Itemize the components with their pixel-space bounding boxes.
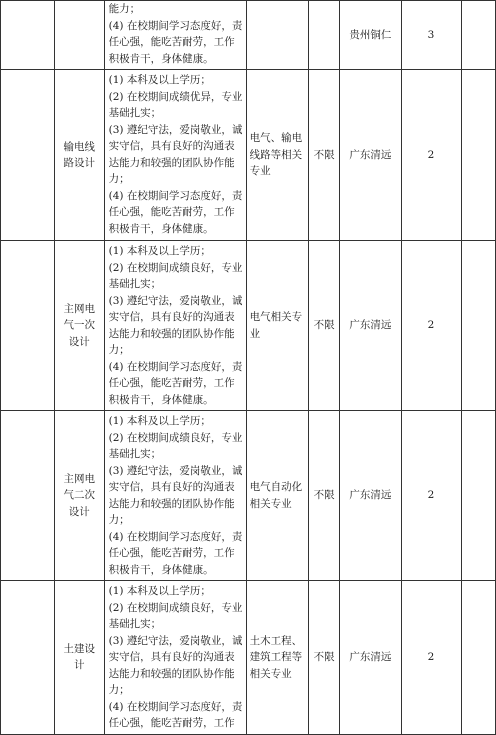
blank-cell xyxy=(461,70,496,241)
blank-cell xyxy=(1,70,55,241)
requirement-line: 达能力和较强的团队协作能 xyxy=(108,156,235,169)
requirement-line: (1) 本科及以上学历； xyxy=(108,415,211,427)
requirement-line: (4) 在校期间学习态度好，责 xyxy=(108,700,243,713)
count-cell: 2 xyxy=(401,241,461,411)
requirement-line: 基础扎实； xyxy=(108,448,162,460)
major-cell: 电气、输电线路等相关专业 xyxy=(246,70,308,241)
count-cell: 3 xyxy=(401,1,461,70)
requirement-line: 实守信，具有良好的沟通表 xyxy=(108,311,235,323)
education-limit-cell: 不限 xyxy=(308,241,339,411)
requirement-line: (1) 本科及以上学历； xyxy=(108,585,211,597)
requirement-line: 任心强，能吃苦耐劳，工作 xyxy=(108,377,235,389)
requirement-line: (3) 遵纪守法，爱岗敬业，诚 xyxy=(108,294,243,307)
requirement-line: (4) 在校期间学习态度好，责 xyxy=(108,530,243,543)
location-cell: 广东清远 xyxy=(340,411,401,581)
requirement-line: 积极肯干，身体健康。 xyxy=(108,393,214,406)
requirement-line: 任心强，能吃苦耐劳，工作 xyxy=(108,717,235,729)
requirement-line: 任心强，能吃苦耐劳，工作 xyxy=(108,206,235,218)
requirement-line: (2) 在校期间成绩优异，专业 xyxy=(108,90,243,103)
table-row xyxy=(1,581,496,735)
requirement-line: 基础扎实； xyxy=(108,278,162,290)
blank-cell xyxy=(461,581,496,735)
requirement-line: 实守信，具有良好的沟通表 xyxy=(108,481,235,493)
requirement-line: 任心强，能吃苦耐劳，工作 xyxy=(108,36,235,48)
major-cell: 电气相关专业 xyxy=(246,241,308,411)
blank-cell xyxy=(461,411,496,581)
requirement-line: (4) 在校期间学习态度好，责 xyxy=(108,189,243,202)
requirements-cell xyxy=(104,411,246,581)
position-cell: 主网电气二次设计 xyxy=(54,411,104,581)
education-limit-cell xyxy=(308,1,339,70)
requirement-line: 达能力和较强的团队协作能 xyxy=(108,497,235,510)
location-cell: 广东清远 xyxy=(340,581,401,735)
table-row xyxy=(1,411,496,581)
location-cell: 广东清远 xyxy=(340,241,401,411)
location-cell: 贵州铜仁 xyxy=(340,1,401,70)
requirement-line: 能力； xyxy=(108,3,141,15)
blank-cell xyxy=(1,411,55,581)
major-cell: 土木工程、建筑工程等相关专业 xyxy=(246,581,308,735)
requirement-line: 达能力和较强的团队协作能 xyxy=(108,667,235,680)
requirement-line: 达能力和较强的团队协作能 xyxy=(108,327,235,340)
requirement-line: 积极肯干，身体健康。 xyxy=(108,52,214,65)
requirement-line: 基础扎实； xyxy=(108,618,162,630)
requirement-line: (4) 在校期间学习态度好，责 xyxy=(108,19,243,32)
requirement-line: (3) 遵纪守法，爱岗敬业，诚 xyxy=(108,634,243,647)
education-limit-cell: 不限 xyxy=(308,70,339,241)
major-cell: 电气自动化相关专业 xyxy=(246,411,308,581)
position-cell xyxy=(54,1,104,70)
blank-cell xyxy=(1,1,55,70)
requirements-cell xyxy=(104,241,246,411)
blank-cell xyxy=(1,581,55,735)
requirement-line: 实守信，具有良好的沟通表 xyxy=(108,651,235,663)
major-cell xyxy=(246,1,308,70)
requirement-line: (1) 本科及以上学历； xyxy=(108,245,211,257)
requirement-line: 力； xyxy=(108,173,130,185)
requirement-line: 基础扎实； xyxy=(108,107,162,119)
requirement-line: 力； xyxy=(108,344,130,356)
requirement-line: 力； xyxy=(108,514,130,526)
requirement-line: (2) 在校期间成绩良好，专业 xyxy=(108,261,243,274)
position-cell: 输电线路设计 xyxy=(54,70,104,241)
count-cell: 2 xyxy=(401,581,461,735)
requirement-line: 积极肯干，身体健康。 xyxy=(108,222,214,235)
education-limit-cell: 不限 xyxy=(308,581,339,735)
table-row xyxy=(1,70,496,241)
education-limit-cell: 不限 xyxy=(308,411,339,581)
count-cell: 2 xyxy=(401,70,461,241)
requirement-line: (3) 遵纪守法，爱岗敬业，诚 xyxy=(108,464,243,477)
requirement-line: (2) 在校期间成绩良好，专业 xyxy=(108,601,243,614)
requirement-line: 任心强，能吃苦耐劳，工作 xyxy=(108,547,235,559)
requirement-line: 积极肯干，身体健康。 xyxy=(108,563,214,576)
requirement-line: 实守信，具有良好的沟通表 xyxy=(108,140,235,152)
blank-cell xyxy=(461,241,496,411)
blank-cell xyxy=(461,1,496,70)
requirements-cell xyxy=(104,581,246,735)
table-row xyxy=(1,1,496,70)
requirement-line: (3) 遵纪守法，爱岗敬业，诚 xyxy=(108,123,243,136)
requirements-cell xyxy=(104,1,246,70)
position-cell: 主网电气一次设计 xyxy=(54,241,104,411)
requirement-line: (4) 在校期间学习态度好，责 xyxy=(108,360,243,373)
requirement-line: (2) 在校期间成绩良好，专业 xyxy=(108,431,243,444)
table-row xyxy=(1,241,496,411)
requirements-cell xyxy=(104,70,246,241)
location-cell: 广东清远 xyxy=(340,70,401,241)
count-cell: 2 xyxy=(401,411,461,581)
position-cell: 土建设计 xyxy=(54,581,104,735)
requirement-line: (1) 本科及以上学历； xyxy=(108,74,211,86)
requirement-line: 力； xyxy=(108,684,130,696)
blank-cell xyxy=(1,241,55,411)
